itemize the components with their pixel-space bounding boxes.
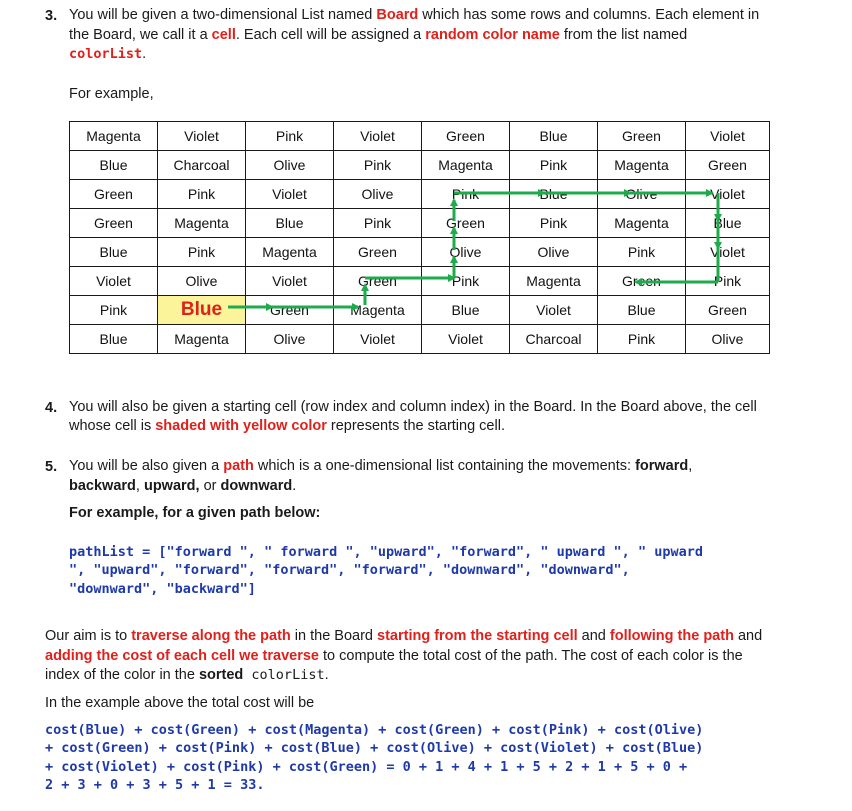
cost-line-1: cost(Blue) + cost(Green) + cost(Magenta) + cost(Green) + cost(Pink) + cost(Olive) xyxy=(45,722,704,738)
board-cell: Magenta xyxy=(422,151,510,180)
board-cell: Blue xyxy=(510,122,598,151)
board-cell: Olive xyxy=(158,267,246,296)
item-3-line-3 xyxy=(69,45,146,64)
text: You will be given a two-dimensional List named xyxy=(69,7,377,23)
board-cell: Blue xyxy=(422,296,510,325)
item-4-number: 4. xyxy=(45,400,58,416)
text: and xyxy=(577,628,610,644)
board-cell: Magenta xyxy=(510,267,598,296)
board-table xyxy=(69,121,770,354)
board-cell: Magenta xyxy=(246,238,334,267)
text: , xyxy=(135,478,144,494)
board-cell: Olive xyxy=(510,238,598,267)
text: You will be also given a xyxy=(69,458,224,474)
board-cell: Green xyxy=(422,122,510,151)
code-line-2: ", "upward", "forward", "forward", "forward", "downward", "downward", xyxy=(69,562,630,578)
board-cell: Olive xyxy=(246,151,334,180)
board-cell: Violet xyxy=(158,122,246,151)
board-cell: Green xyxy=(246,296,334,325)
item-3-line-2 xyxy=(69,26,687,45)
text: . xyxy=(142,46,147,62)
text: and xyxy=(733,628,763,644)
board-cell: Magenta xyxy=(334,296,422,325)
text: to compute the total cost of the path. The cost of each color is the xyxy=(319,648,743,664)
board-cell: Green xyxy=(598,267,686,296)
aim-line-4: In the example above the total cost will be xyxy=(45,695,315,711)
text-random-color: random color name xyxy=(425,27,560,43)
board-cell: Pink xyxy=(598,238,686,267)
code-line-1: pathList = ["forward ", " forward ", "upward", "forward", " upward ", " upward xyxy=(69,544,703,560)
board-row xyxy=(70,209,770,238)
board-cell: Olive xyxy=(334,180,422,209)
text-sorted: sorted xyxy=(198,667,244,683)
text: in the Board xyxy=(290,628,378,644)
board-cell: Blue xyxy=(70,238,158,267)
cost-line-3: + cost(Violet) + cost(Pink) + cost(Green) = 0 + 1 + 4 + 1 + 5 + 2 + 1 + 5 + 0 + xyxy=(45,759,688,775)
board-cell: Green xyxy=(334,267,422,296)
board-row xyxy=(70,180,770,209)
board-cell: Violet xyxy=(686,238,770,267)
text: from the list named xyxy=(559,27,688,43)
item-5-number: 5. xyxy=(45,459,58,475)
text: , xyxy=(688,458,693,474)
aim-line-3 xyxy=(45,666,329,685)
board-cell: Violet xyxy=(686,180,770,209)
text: represents the starting cell. xyxy=(326,418,505,434)
item-4-line-1: You will also be given a starting cell (row index and column index) in the Board. In the Board above, the cell xyxy=(69,399,757,415)
text: or xyxy=(199,478,221,494)
text-cell: cell xyxy=(211,27,236,43)
board-cell: Violet xyxy=(686,122,770,151)
text-following: following the path xyxy=(609,628,734,644)
board-cell: Pink xyxy=(334,209,422,238)
code-line-3: "downward", "backward"] xyxy=(69,581,256,597)
board-cell: Pink xyxy=(422,267,510,296)
board-cell: Violet xyxy=(70,267,158,296)
text: which is a one-dimensional list containing the movements: xyxy=(253,458,636,474)
item-5-line-2 xyxy=(69,477,296,496)
board-row xyxy=(70,122,770,151)
text: whose cell is xyxy=(69,418,156,434)
text-board: Board xyxy=(376,7,419,23)
text: Our aim is to xyxy=(45,628,132,644)
board-cell: Blue xyxy=(70,325,158,354)
board-cell: Pink xyxy=(158,180,246,209)
board-cell: Violet xyxy=(246,267,334,296)
board-cell: Magenta xyxy=(158,325,246,354)
for-example-label: For example, xyxy=(69,86,154,102)
text-path: path xyxy=(223,458,254,474)
board-cell: Magenta xyxy=(598,151,686,180)
board-cell: Green xyxy=(598,122,686,151)
board-cell: Magenta xyxy=(158,209,246,238)
board-row xyxy=(70,267,770,296)
board-cell: Pink xyxy=(510,209,598,238)
text-shaded-yellow: shaded with yellow color xyxy=(155,418,327,434)
board-cell: Magenta xyxy=(70,122,158,151)
board-row xyxy=(70,296,770,325)
board-cell: Violet xyxy=(334,325,422,354)
item-4-line-2 xyxy=(69,417,505,436)
board-cell: Green xyxy=(686,151,770,180)
board-cell: Pink xyxy=(510,151,598,180)
cost-line-2: + cost(Green) + cost(Pink) + cost(Blue) + cost(Olive) + cost(Violet) + cost(Blue) xyxy=(45,740,704,756)
text: index of the color in the xyxy=(45,667,199,683)
text-starting: starting from the starting cell xyxy=(377,628,578,644)
board-cell: Pink xyxy=(158,238,246,267)
text: . xyxy=(324,667,329,683)
board-row xyxy=(70,238,770,267)
cost-line-4: 2 + 3 + 0 + 3 + 5 + 1 = 33. xyxy=(45,777,265,793)
board-cell: Violet xyxy=(246,180,334,209)
text-colorlist: colorList xyxy=(243,667,325,683)
text-backward: backward xyxy=(69,478,136,494)
board-cell: Pink xyxy=(598,325,686,354)
aim-line-1 xyxy=(45,627,762,646)
board-row xyxy=(70,325,770,354)
board-cell-start: Blue xyxy=(158,296,246,325)
text-traverse: traverse along the path xyxy=(131,628,291,644)
board-cell: Green xyxy=(422,209,510,238)
board-cell: Violet xyxy=(422,325,510,354)
board-cell: Blue xyxy=(70,151,158,180)
text-forward: forward xyxy=(635,458,689,474)
board-cell: Blue xyxy=(246,209,334,238)
item-3-number: 3. xyxy=(45,8,58,24)
text: which has some rows and columns. Each element in xyxy=(418,7,760,23)
board-cell: Pink xyxy=(422,180,510,209)
board-cell: Green xyxy=(70,180,158,209)
board-cell: Blue xyxy=(686,209,770,238)
text-upward: upward, xyxy=(143,478,200,494)
board-cell: Pink xyxy=(246,122,334,151)
board-cell: Charcoal xyxy=(158,151,246,180)
board-cell: Charcoal xyxy=(510,325,598,354)
board-cell: Olive xyxy=(422,238,510,267)
board-cell: Olive xyxy=(598,180,686,209)
board-cell: Violet xyxy=(334,122,422,151)
board-cell: Green xyxy=(686,296,770,325)
text: . xyxy=(292,478,297,494)
board-cell: Magenta xyxy=(598,209,686,238)
aim-line-2 xyxy=(45,647,743,666)
board-cell: Olive xyxy=(246,325,334,354)
board-cell: Blue xyxy=(510,180,598,209)
board-cell: Green xyxy=(334,238,422,267)
item-3-line-1 xyxy=(69,6,759,25)
item-5-line-1 xyxy=(69,457,692,476)
item-5-line-3: For example, for a given path below: xyxy=(69,505,321,521)
board-cell: Violet xyxy=(510,296,598,325)
board-cell: Blue xyxy=(598,296,686,325)
board-row xyxy=(70,151,770,180)
text-colorlist: colorList xyxy=(69,46,143,62)
board-cell: Pink xyxy=(334,151,422,180)
text: . Each cell will be assigned a xyxy=(235,27,426,43)
board-cell: Pink xyxy=(686,267,770,296)
board-cell: Pink xyxy=(70,296,158,325)
board-cell: Olive xyxy=(686,325,770,354)
board-cell: Green xyxy=(70,209,158,238)
text-adding-cost: adding the cost of each cell we traverse xyxy=(45,648,319,664)
text: the Board, we call it a xyxy=(69,27,212,43)
text-downward: downward xyxy=(220,478,293,494)
